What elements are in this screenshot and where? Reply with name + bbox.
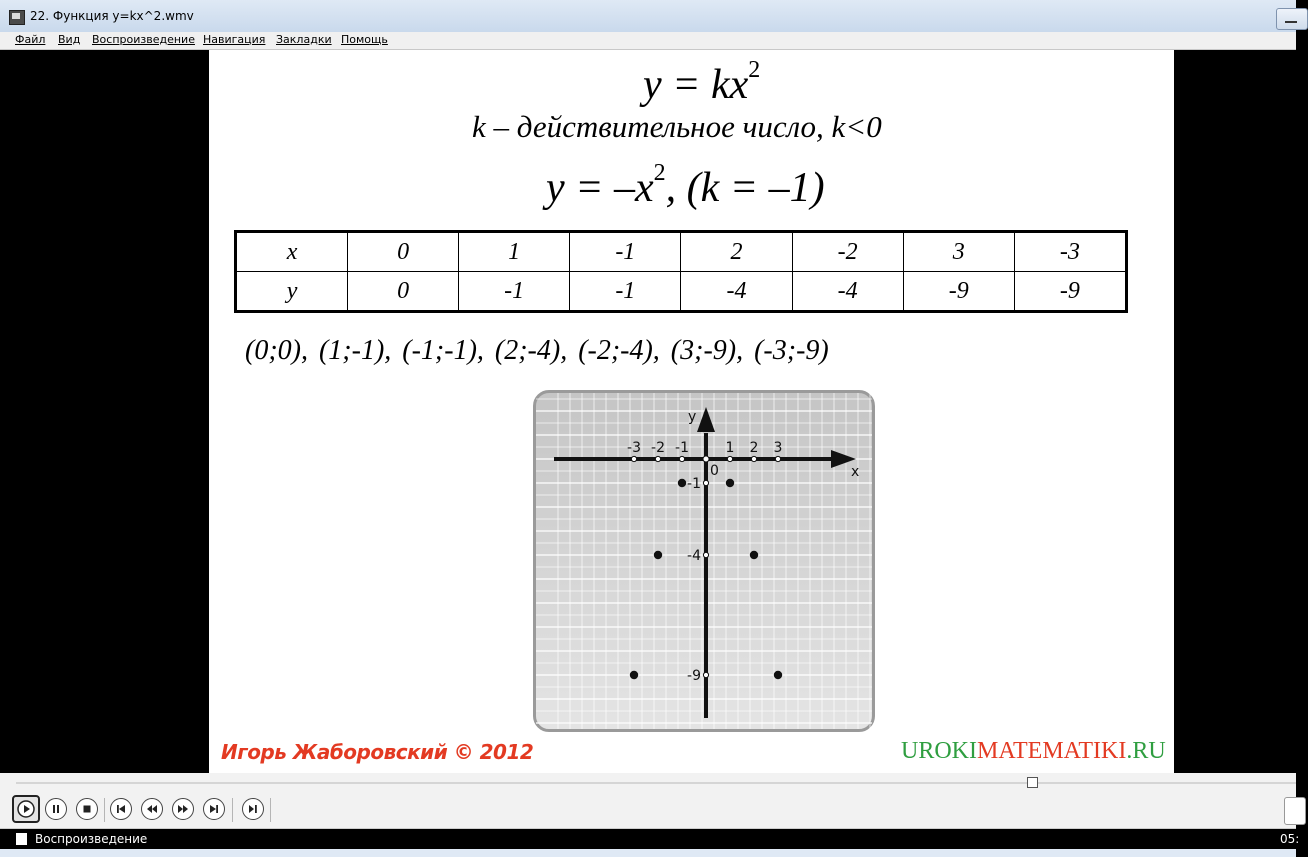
x-tick-mark xyxy=(655,456,660,461)
points-list: (0;0), (1;-1), (-1;-1), (2;-4), (-2;-4), (3;-9), (-3;-9) xyxy=(245,335,829,366)
y-tick-label: -4 xyxy=(687,548,701,564)
table-cell: -1 xyxy=(570,272,681,312)
formula-condition: k – действительное число, k<0 xyxy=(472,109,882,144)
menu-playback[interactable]: Воспроизведение xyxy=(92,33,195,46)
status-bar xyxy=(0,829,1300,849)
rewind-button[interactable] xyxy=(141,798,163,820)
table-cell: 3 xyxy=(903,232,1014,272)
x-tick-mark xyxy=(751,456,756,461)
author-credit: Игорь Жаборовский © 2012 xyxy=(221,740,534,764)
table-cell: 0 xyxy=(348,272,459,312)
table-row xyxy=(236,232,1127,272)
previous-icon xyxy=(111,799,131,819)
y-tick-label: -9 xyxy=(687,668,701,684)
menu-bookmarks[interactable]: Закладки xyxy=(276,33,332,46)
fast-forward-icon xyxy=(173,799,193,819)
x-axis-label: x xyxy=(851,464,860,480)
table-cell: 0 xyxy=(348,232,459,272)
separator xyxy=(270,798,271,822)
x-tick-mark xyxy=(631,456,636,461)
next-icon xyxy=(204,799,224,819)
play-icon xyxy=(14,797,38,821)
x-tick-label: 3 xyxy=(773,440,783,456)
values-table xyxy=(234,230,1128,313)
y-tick-label: -1 xyxy=(687,476,701,492)
status-document-icon xyxy=(16,833,27,845)
data-point xyxy=(678,479,686,487)
menu-navigation[interactable]: Навигация xyxy=(203,33,266,46)
table-cell: 2 xyxy=(681,232,792,272)
seek-thumb[interactable] xyxy=(1027,777,1038,788)
formula-general: $y = kx^2$ xyxy=(643,57,761,108)
seek-bar[interactable] xyxy=(0,773,1296,793)
table-cell: -4 xyxy=(681,272,792,312)
data-point xyxy=(774,671,782,679)
origin-label: 0 xyxy=(710,463,719,479)
frame-step-icon xyxy=(243,799,263,819)
title-bar xyxy=(0,0,1296,33)
table-cell: 1 xyxy=(459,232,570,272)
table-cell: -3 xyxy=(1014,232,1126,272)
coordinate-plane xyxy=(533,390,875,732)
seek-track[interactable] xyxy=(16,782,1296,784)
window-title: 22. Функция y=kx^2.wmv xyxy=(30,9,194,23)
table-cell: -4 xyxy=(792,272,903,312)
play-button[interactable] xyxy=(12,795,40,823)
y-tick-mark xyxy=(703,480,708,485)
x-tick-mark xyxy=(679,456,684,461)
y-axis-label: y xyxy=(688,409,697,425)
table-cell: -2 xyxy=(792,232,903,272)
x-tick-label: -3 xyxy=(627,440,641,456)
fast-forward-button[interactable] xyxy=(172,798,194,820)
video-frame xyxy=(209,50,1174,773)
pause-button[interactable] xyxy=(45,798,67,820)
separator xyxy=(104,798,105,822)
y-tick-mark xyxy=(703,552,708,557)
menu-file[interactable]: Файл xyxy=(15,33,46,46)
stop-icon xyxy=(77,799,97,819)
table-header-x: x xyxy=(236,232,348,272)
previous-button[interactable] xyxy=(110,798,132,820)
status-time: 05: xyxy=(1280,832,1300,846)
x-tick-label: 1 xyxy=(725,440,735,456)
x-tick-mark xyxy=(727,456,732,461)
stop-button[interactable] xyxy=(76,798,98,820)
y-tick-mark xyxy=(703,672,708,677)
menu-view[interactable]: Вид xyxy=(58,33,81,46)
menu-bar xyxy=(0,32,1296,50)
data-point xyxy=(630,671,638,679)
data-point xyxy=(654,551,662,559)
frame-step-button[interactable] xyxy=(242,798,264,820)
table-cell: -1 xyxy=(459,272,570,312)
volume-button[interactable] xyxy=(1284,797,1306,825)
x-tick-mark xyxy=(775,456,780,461)
table-cell: -1 xyxy=(570,232,681,272)
menu-help[interactable]: Помощь xyxy=(341,33,388,46)
minimize-button[interactable] xyxy=(1276,8,1308,30)
next-button[interactable] xyxy=(203,798,225,820)
table-row xyxy=(236,272,1127,312)
separator xyxy=(232,798,233,822)
x-tick-label: -2 xyxy=(651,440,665,456)
media-player-icon xyxy=(9,10,25,25)
data-point xyxy=(750,551,758,559)
origin-mark xyxy=(703,456,709,462)
x-tick-label: -1 xyxy=(675,440,689,456)
status-text: Воспроизведение xyxy=(35,832,148,846)
rewind-icon xyxy=(142,799,162,819)
x-tick-label: 2 xyxy=(749,440,759,456)
formula-specific: $y = -x^2$, (k = –1) xyxy=(546,160,825,211)
table-cell: -9 xyxy=(903,272,1014,312)
playback-controls xyxy=(0,793,1296,829)
pause-icon xyxy=(46,799,66,819)
site-logo: UROKIMATEMATIKI.RU xyxy=(901,738,1166,764)
table-cell: -9 xyxy=(1014,272,1126,312)
coordinate-plane-svg xyxy=(536,393,872,729)
table-header-y: y xyxy=(236,272,348,312)
window-border xyxy=(0,849,1296,857)
data-point xyxy=(726,479,734,487)
